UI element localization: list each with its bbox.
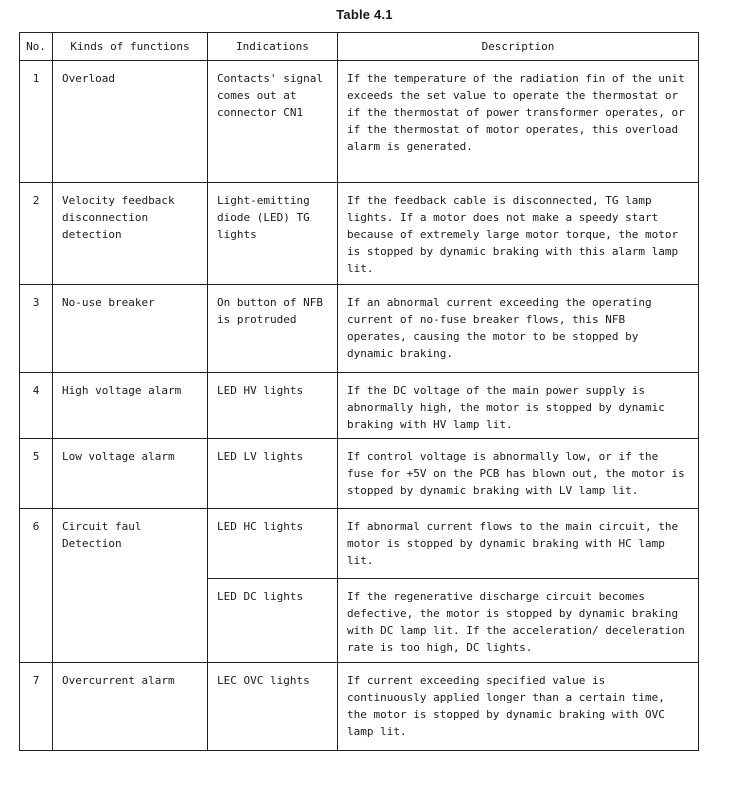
alarm-functions-table [19, 32, 699, 751]
row-number: 7 [20, 663, 53, 751]
function-kind: No-use breaker [53, 285, 208, 373]
description: If the feedback cable is disconnected, TG lamp lights. If a motor does not make a speedy start because of extremely large motor torque, the motor is stopped by dynamic braking with this alarm lamp lit. [338, 183, 699, 285]
header-description: Description [338, 33, 699, 61]
row-number: 4 [20, 373, 53, 439]
function-kind: Overcurrent alarm [53, 663, 208, 751]
function-kind: Circuit faul Detection [53, 509, 208, 663]
row-number: 6 [20, 509, 53, 663]
row-number: 5 [20, 439, 53, 509]
indication: LED DC lights [208, 579, 338, 663]
function-kind: Low voltage alarm [53, 439, 208, 509]
row-number: 3 [20, 285, 53, 373]
row-number: 2 [20, 183, 53, 285]
description: If control voltage is abnormally low, or if the fuse for +5V on the PCB has blown out, the motor is stopped by dynamic braking with LV lamp lit. [338, 439, 699, 509]
indication: Light-emitting diode (LED) TG lights [208, 183, 338, 285]
row-number: 1 [20, 61, 53, 183]
table-row [20, 439, 699, 509]
table-row [20, 663, 699, 751]
indication: LED LV lights [208, 439, 338, 509]
description: If the DC voltage of the main power supply is abnormally high, the motor is stopped by dynamic braking with HV lamp lit. [338, 373, 699, 439]
function-kind: High voltage alarm [53, 373, 208, 439]
function-kind: Overload [53, 61, 208, 183]
function-kind: Velocity feedback disconnection detection [53, 183, 208, 285]
description: If an abnormal current exceeding the operating current of no-fuse breaker flows, this NFB operates, causing the motor to be stopped by dynamic braking. [338, 285, 699, 373]
header-kind: Kinds of functions [53, 33, 208, 61]
indication: On button of NFB is protruded [208, 285, 338, 373]
indication: LED HV lights [208, 373, 338, 439]
table-header-row [20, 33, 699, 61]
description: If the regenerative discharge circuit becomes defective, the motor is stopped by dynamic braking with DC lamp lit. If the acceleration/ deceleration rate is too high, DC lights. [338, 579, 699, 663]
table-row [20, 183, 699, 285]
table-row [20, 373, 699, 439]
description: If the temperature of the radiation fin of the unit exceeds the set value to operate the thermostat or if the thermostat of power transformer operates, or if the thermostat of motor operates, this overload alarm is generated. [338, 61, 699, 183]
header-indications: Indications [208, 33, 338, 61]
description: If abnormal current flows to the main circuit, the motor is stopped by dynamic braking with HC lamp lit. [338, 509, 699, 579]
description: If current exceeding specified value is continuously applied longer than a certain time, the motor is stopped by dynamic braking with OVC lamp lit. [338, 663, 699, 751]
header-no: No. [20, 33, 53, 61]
table-caption: Table 4.1 [336, 7, 393, 22]
indication: Contacts' signal comes out at connector CN1 [208, 61, 338, 183]
table-row [20, 285, 699, 373]
table-row [20, 61, 699, 183]
table-row [20, 509, 699, 579]
indication: LED HC lights [208, 509, 338, 579]
indication: LEC OVC lights [208, 663, 338, 751]
